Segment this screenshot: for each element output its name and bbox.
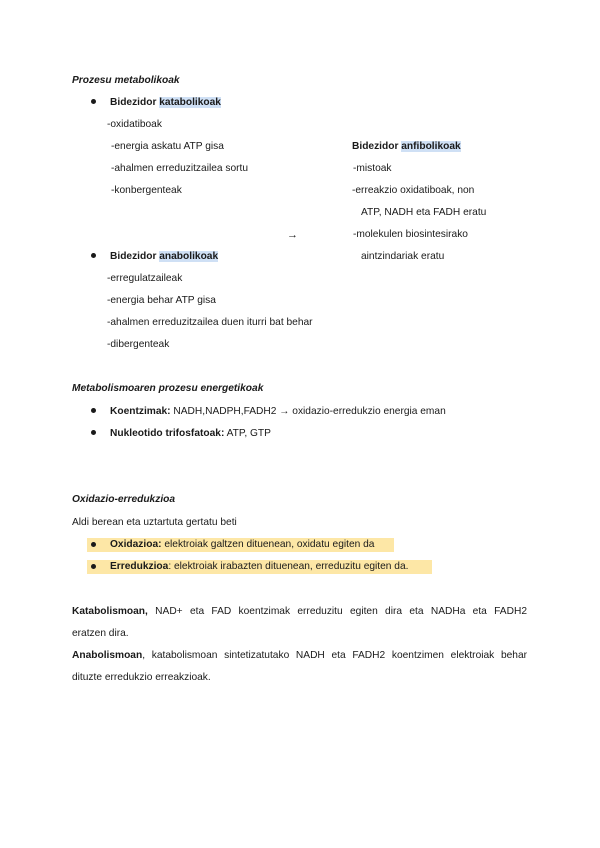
amphibolic-item: aintzindariak eratu [361, 251, 445, 262]
nucleotides-text: ATP, GTP [224, 428, 271, 439]
amphibolic-label-highlight: anfibolikoak [401, 141, 461, 152]
anabolism-paragraph-line1 [72, 649, 527, 663]
anabolic-item: -ahalmen erreduzitzailea duen iturri bat behar [107, 317, 313, 328]
amphibolic-item: -mistoak [353, 163, 392, 174]
section-title-redox: Oxidazio-erredukzioa [72, 494, 176, 505]
anabolic-item: -energia behar ATP gisa [107, 295, 216, 306]
amphibolic-label-prefix: Bidezidor [352, 141, 402, 152]
catabolism-paragraph-line1 [72, 605, 527, 619]
bullet-icon [91, 408, 96, 413]
catabolic-label-highlight: katabolikoak [159, 97, 221, 108]
anabolism-label: Anabolismoan [72, 650, 143, 661]
catabolic-item: -konbergenteak [111, 185, 182, 196]
bullet-icon [91, 564, 96, 569]
reduction-text: : elektroiak irabazten dituenean, erreduzitu egiten da. [168, 561, 409, 572]
catabolic-item: -energia askatu ATP gisa [111, 141, 224, 152]
coenzymes-label: Koentzimak: [110, 406, 171, 417]
redox-intro: Aldi berean eta uztartuta gertatu beti [72, 517, 237, 528]
catabolism-label: Katabolismoan, [72, 606, 148, 617]
amphibolic-item: -molekulen biosintesirako [353, 229, 468, 240]
anabolic-item: -dibergenteak [107, 339, 170, 350]
anabolism-paragraph-line2: dituzte erredukzio erreakzioak. [72, 672, 211, 683]
bullet-icon [91, 99, 96, 104]
coenzymes-text: NADH,NADPH,FADH2 → oxidazio-erredukzio energia eman [170, 406, 446, 417]
section-title-energetic-processes: Metabolismoaren prozesu energetikoak [72, 383, 264, 394]
catabolic-item: -oxidatiboak [107, 119, 162, 130]
anabolic-pathways-label [110, 250, 218, 264]
bullet-icon [91, 430, 96, 435]
oxidation-label: Oxidazioa: [110, 539, 162, 550]
anabolic-item: -erregulatzaileak [107, 273, 183, 284]
reduction-label: Erredukzioa [110, 561, 169, 572]
section-title-metabolic-processes: Prozesu metabolikoak [72, 75, 180, 86]
anabolism-text: , katabolismoan sintetizatutako NADH eta FADH2 koentzimen elektroiak behar [142, 650, 527, 661]
catabolic-item: -ahalmen erreduzitzailea sortu [111, 163, 249, 174]
bullet-icon [91, 542, 96, 547]
nucleotides-label: Nukleotido trifosfatoak: [110, 428, 225, 439]
anabolic-label-prefix: Bidezidor [110, 251, 160, 262]
reduction-item [110, 560, 408, 574]
catabolism-text: NAD+ eta FAD koentzimak erreduzitu egiten dira eta NADHa eta FADH2 [147, 606, 527, 617]
catabolic-pathways-label [110, 96, 221, 110]
oxidation-item [110, 538, 374, 552]
nucleotides-item [110, 427, 271, 441]
coenzymes-item [110, 405, 446, 419]
anabolic-label-highlight: anabolikoak [159, 251, 219, 262]
bullet-icon [91, 253, 96, 258]
oxidation-text: elektroiak galtzen dituenean, oxidatu egiten da [161, 539, 375, 550]
amphibolic-item: -erreakzio oxidatiboak, non [352, 185, 475, 196]
amphibolic-pathways-label [352, 140, 461, 154]
amphibolic-item: ATP, NADH eta FADH eratu [361, 207, 487, 218]
catabolism-paragraph-line2: eratzen dira. [72, 628, 129, 639]
catabolic-label-prefix: Bidezidor [110, 97, 160, 108]
arrow-icon: → [287, 229, 298, 241]
